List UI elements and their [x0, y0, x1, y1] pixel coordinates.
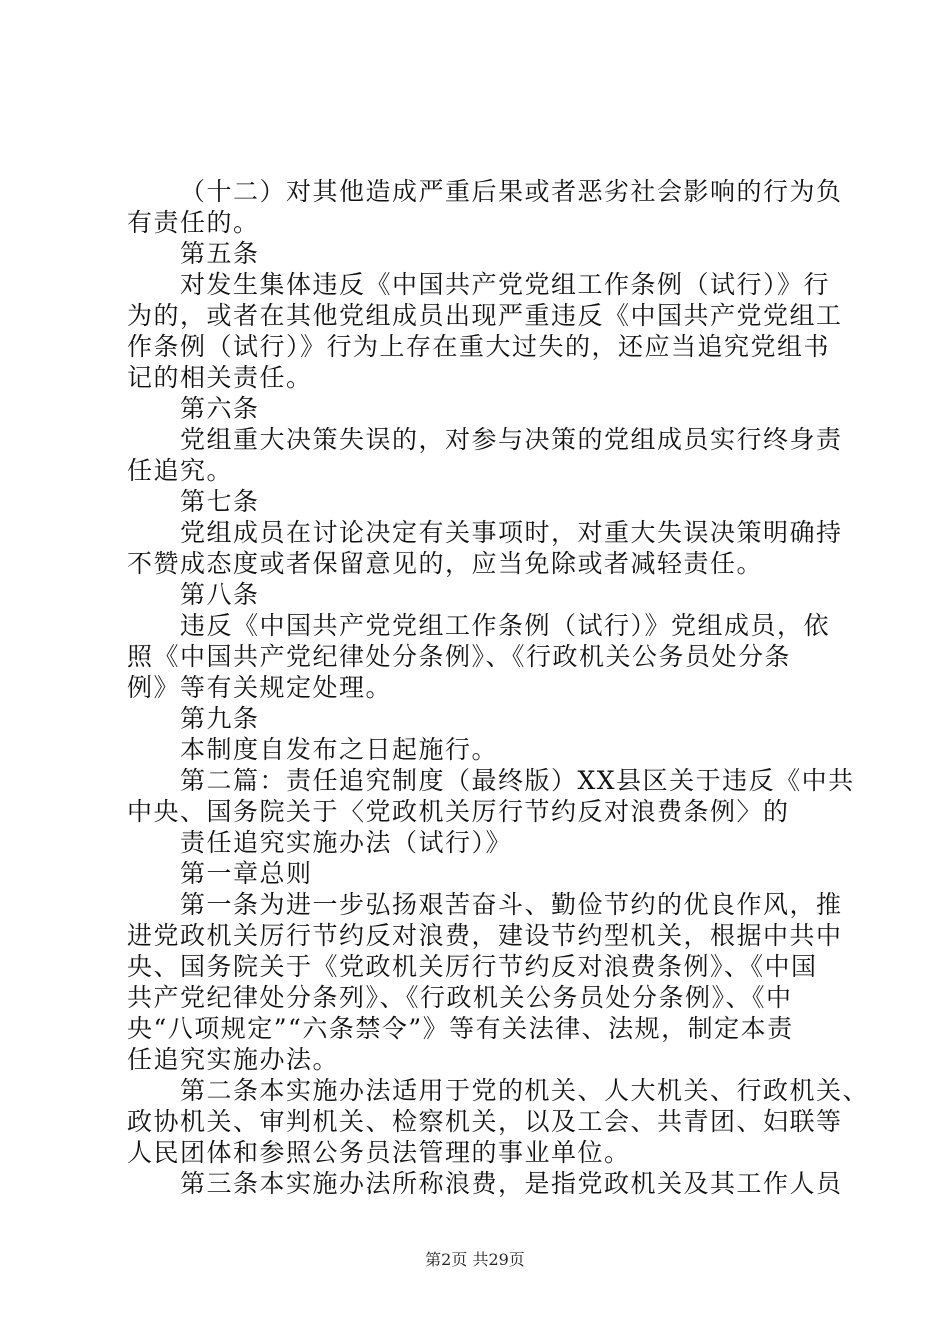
text-line: 本制度自发布之日起施行。	[180, 735, 499, 764]
article-heading: 第八条	[180, 580, 260, 609]
text-line: 央“八项规定”“六条禁令”》等有关法律、法规，制定本责	[127, 1014, 794, 1043]
text-line: 进党政机关厉行节约反对浪费，建设节约型机关，根据中共中	[127, 921, 843, 950]
text-line: 为的，或者在其他党组成员出现严重违反《中国共产党党组工	[127, 301, 843, 330]
text-line: （十二）对其他造成严重后果或者恶劣社会影响的行为负	[180, 177, 843, 206]
article-heading: 第九条	[180, 704, 260, 733]
text-line: 不赞成态度或者保留意见的，应当免除或者减轻责任。	[127, 549, 764, 578]
text-line: 记的相关责任。	[127, 363, 313, 392]
text-line: 第二条本实施办法适用于党的机关、人大机关、行政机关、	[180, 1076, 870, 1105]
text-line: 作条例（试行）》行为上存在重大过失的，还应当追究党组书	[127, 332, 831, 361]
text-line: 任追究。	[127, 456, 234, 485]
article-heading: 第七条	[180, 487, 260, 516]
text-line: 照《中国共产党纪律处分条例》、《行政机关公务员处分条	[127, 642, 792, 671]
page-number-footer: 第2页 共29页	[425, 1250, 525, 1269]
chapter-heading: 第一章总则	[180, 859, 313, 888]
text-line: 党组重大决策失误的，对参与决策的党组成员实行终身责	[180, 425, 843, 454]
section-heading: 第二篇：责任追究制度（最终版）XX县区关于违反《中共	[180, 766, 855, 795]
section-heading: 责任追究实施办法（试行）》	[180, 828, 513, 857]
text-line: 党组成员在讨论决定有关事项时，对重大失误决策明确持	[180, 518, 843, 547]
text-line: 共产党纪律处分条列》、《行政机关公务员处分条例》、《中	[127, 983, 793, 1012]
text-line: 央、国务院关于《党政机关厉行节约反对浪费条例》、《中国	[127, 952, 818, 981]
text-line: 违反《中国共产党党组工作条例（试行）》党组成员，依	[180, 611, 831, 640]
text-line: 有责任的。	[127, 208, 260, 237]
text-line: 例》等有关规定处理。	[127, 673, 393, 702]
text-line: 第一条为进一步弘扬艰苦奋斗、勤俭节约的优良作风，推	[180, 890, 843, 919]
text-line: 政协机关、审判机关、检察机关，以及工会、共青团、妇联等	[127, 1107, 843, 1136]
article-heading: 第五条	[180, 239, 260, 268]
text-line: 人民团体和参照公务员法管理的事业单位。	[127, 1138, 631, 1167]
text-line: 任追究实施办法。	[127, 1045, 340, 1074]
text-line: 第三条本实施办法所称浪费，是指党政机关及其工作人员	[180, 1169, 843, 1198]
article-heading: 第六条	[180, 394, 260, 423]
section-heading: 中央、国务院关于〈党政机关厉行节约反对浪费条例〉的	[127, 797, 790, 826]
text-line: 对发生集体违反《中国共产党党组工作条例（试行）》行	[180, 270, 831, 299]
